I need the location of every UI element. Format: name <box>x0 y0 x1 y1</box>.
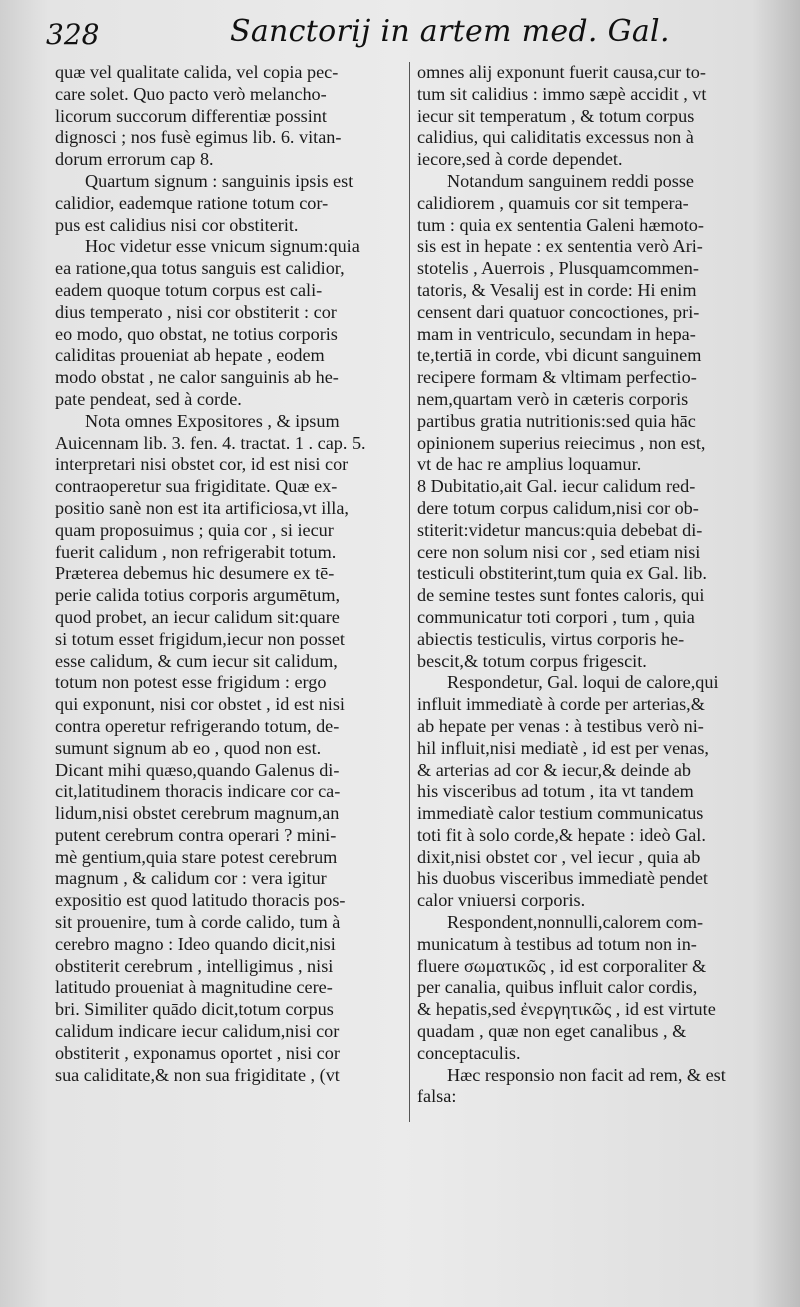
text-line: caliditas proueniat ab hepate , eodem <box>55 345 325 366</box>
text-line: communicatur toti corpori , tum , quia <box>417 606 695 627</box>
text-line: si totum esset frigidum,iecur non posset <box>55 628 345 649</box>
text-line: Dicant mihi quæso,quando Galenus di- <box>55 759 340 780</box>
text-line: licorum succorum differentiæ possint <box>55 105 327 126</box>
text-line: influit immediatè à corde per arterias,& <box>417 694 705 715</box>
text-line: tum : quia ex sententia Galeni hæmoto- <box>417 214 704 235</box>
text-line: Quartum signum : sanguinis ipsis est <box>85 170 354 191</box>
text-line: de semine testes sunt fontes caloris, qui <box>417 585 705 606</box>
text-line: 8 Dubitatio,ait Gal. iecur calidum red- <box>417 476 696 497</box>
text-line: pus est calidius nisi cor obstiterit. <box>55 214 299 235</box>
text-line: sua caliditate,& non sua frigiditate , (vt <box>55 1064 340 1085</box>
text-line: quam proposuimus ; quia cor , si iecur <box>55 519 334 540</box>
text-line: nem,quartam verò in cæteris corporis <box>417 388 689 409</box>
text-line: dius temperato , nisi cor obstiterit : cor <box>55 301 337 322</box>
text-line: dorum errorum cap 8. <box>55 149 214 170</box>
page-number: 328 <box>46 18 100 51</box>
text-line: quod probet, an iecur calidum sit:quare <box>55 606 340 627</box>
text-line: Hæc responsio non facit ad rem, & est <box>447 1064 726 1085</box>
text-line: censent dari quatuor concoctiones, pri- <box>417 301 700 322</box>
text-line: iecur sit temperatum , & totum corpus <box>417 105 695 126</box>
text-line: quæ vel qualitate calida, vel copia pec- <box>55 62 339 82</box>
text-line: sis est in hepate : ex sententia verò Ari- <box>417 236 703 257</box>
text-line: eo modo, quo obstat, ne totius corporis <box>55 323 338 344</box>
text-line: quadam , quæ non eget canalibus , & <box>417 1021 687 1042</box>
text-line: modo obstat , ne calor sanguinis ab he- <box>55 367 339 388</box>
page-header <box>40 8 780 52</box>
right-text-column <box>417 62 789 1302</box>
text-line: bri. Similiter quādo dicit,totum corpus <box>55 999 334 1020</box>
text-line: te,tertiā in corde, vbi dicunt sanguinem <box>417 345 702 366</box>
text-line: Respondetur, Gal. loqui de calore,qui <box>447 672 719 693</box>
text-line: cere non solum nisi cor , sed etiam nisi <box>417 541 701 562</box>
text-line: qui exponunt, nisi cor obstet , id est nisi <box>55 694 345 715</box>
text-line: dixit,nisi obstet cor , vel iecur , quia ab <box>417 846 701 867</box>
running-title: Sanctorij in artem med. Gal. <box>230 14 670 49</box>
text-line: fluere σωματικῶς , id est corporaliter & <box>417 955 707 976</box>
text-line: magnum , & calidum cor : vera igitur <box>55 868 327 889</box>
text-line: recipere formam & vltimam perfectio- <box>417 367 697 388</box>
text-line: putent cerebrum contra operari ? mini- <box>55 824 337 845</box>
text-line: contraoperetur sua frigiditate. Quæ ex- <box>55 476 338 497</box>
text-line: tum sit calidius : immo sæpè accidit , vt <box>417 83 707 104</box>
text-line: partibus gratia nutritionis:sed quia hāc <box>417 410 696 431</box>
text-line: esse calidum, & cum iecur sit calidum, <box>55 650 338 671</box>
text-line: pate pendeat, sed à corde. <box>55 388 242 409</box>
text-line: & arterias ad cor & iecur,& deinde ab <box>417 759 691 780</box>
text-line: interpretari nisi obstet cor, id est nisi cor <box>55 454 349 475</box>
text-line: mam in ventriculo, secundam in hepa- <box>417 323 696 344</box>
text-line: bescit,& totum corpus frigescit. <box>417 650 647 671</box>
text-line: immediatè calor testium communicatus <box>417 803 704 824</box>
text-line: cerebro magno : Ideo quando dicit,nisi <box>55 933 336 954</box>
text-line: municatum à testibus ad totum non in- <box>417 933 697 954</box>
text-line: dignosci ; nos fusè egimus lib. 6. vitan- <box>55 127 342 148</box>
text-line: stotelis , Auerrois , Plusquamcommen- <box>417 258 699 279</box>
text-line: calor vniuersi corporis. <box>417 890 586 911</box>
text-line: testiculi obstiterint,tum quia ex Gal. lib. <box>417 563 707 584</box>
text-line: calidior, eademque ratione totum cor- <box>55 192 329 213</box>
text-line: falsa: <box>417 1086 457 1107</box>
text-line: totum non potest esse frigidum : ergo <box>55 672 327 693</box>
text-line: Auicennam lib. 3. fen. 4. tractat. 1 . cap. 5. <box>55 432 366 453</box>
text-line: obstiterit cerebrum , intelligimus , nisi <box>55 955 334 976</box>
text-line: opinionem superius reiecimus , non est, <box>417 432 706 453</box>
text-line: stiterit:videtur mancus:quia debebat di- <box>417 519 703 540</box>
left-text-column <box>55 62 405 1302</box>
text-line: care solet. Quo pacto verò melancho- <box>55 83 327 104</box>
text-line: dere totum corpus calidum,nisi cor ob- <box>417 497 699 518</box>
text-line: ab hepate per venas : à testibus verò ni- <box>417 715 704 736</box>
text-line: abiectis testiculis, virtus corporis he- <box>417 628 685 649</box>
text-line: positio sanè non est ita artificiosa,vt illa, <box>55 497 349 518</box>
text-line: Respondent,nonnulli,calorem com- <box>447 912 704 933</box>
text-line: Nota omnes Expositores , & ipsum <box>85 410 340 431</box>
text-line: ea ratione,qua totus sanguis est calidior, <box>55 258 345 279</box>
text-line: his visceribus ad totum , ita vt tandem <box>417 781 694 802</box>
text-line: his duobus visceribus immediatè pendet <box>417 868 708 889</box>
text-line: fuerit calidum , non refrigerabit totum. <box>55 541 337 562</box>
text-line: latitudo proueniat à magnitudine cere- <box>55 977 333 998</box>
text-line: lidum,nisi obstet cerebrum magnum,an <box>55 803 340 824</box>
text-line: sit prouenire, tum à corde calido, tum à <box>55 912 341 933</box>
text-line: toti fit à solo corde,& hepate : ideò Gal. <box>417 824 706 845</box>
text-line: perie calida totius corporis argumētum, <box>55 585 341 606</box>
text-line: calidum indicare iecur calidum,nisi cor <box>55 1021 340 1042</box>
text-line: conceptaculis. <box>417 1042 521 1063</box>
text-line: Hoc videtur esse vnicum signum:quia <box>85 236 360 257</box>
text-line: mè gentium,quia stare potest cerebrum <box>55 846 338 867</box>
text-line: vt de hac re amplius loquamur. <box>417 454 642 475</box>
text-line: hil influit,nisi mediatè , id est per venas, <box>417 737 709 758</box>
text-line: & hepatis,sed ἐνεργητικῶς , id est virtute <box>417 999 716 1020</box>
text-line: per canalia, quibus influit calor cordis, <box>417 977 698 998</box>
text-line: calidius, qui caliditatis excessus non à <box>417 127 694 148</box>
column-divider <box>409 62 410 1122</box>
text-line: iecore,sed à corde dependet. <box>417 149 623 170</box>
text-line: sumunt signum ab eo , quod non est. <box>55 737 322 758</box>
text-line: eadem quoque totum corpus est cali- <box>55 279 323 300</box>
text-line: contra operetur refrigerando totum, de- <box>55 715 340 736</box>
text-line: obstiterit , exponamus oportet , nisi cor <box>55 1042 340 1063</box>
text-line: omnes alij exponunt fuerit causa,cur to- <box>417 62 706 82</box>
text-line: Notandum sanguinem reddi posse <box>447 170 695 191</box>
text-line: tatoris, & Vesalij est in corde: Hi enim <box>417 279 697 300</box>
text-line: Præterea debemus hic desumere ex tē- <box>55 563 335 584</box>
text-line: calidiorem , quamuis cor sit tempera- <box>417 192 689 213</box>
text-line: cit,latitudinem thoracis indicare cor ca- <box>55 781 341 802</box>
text-line: expositio est quod latitudo thoracis pos- <box>55 890 346 911</box>
